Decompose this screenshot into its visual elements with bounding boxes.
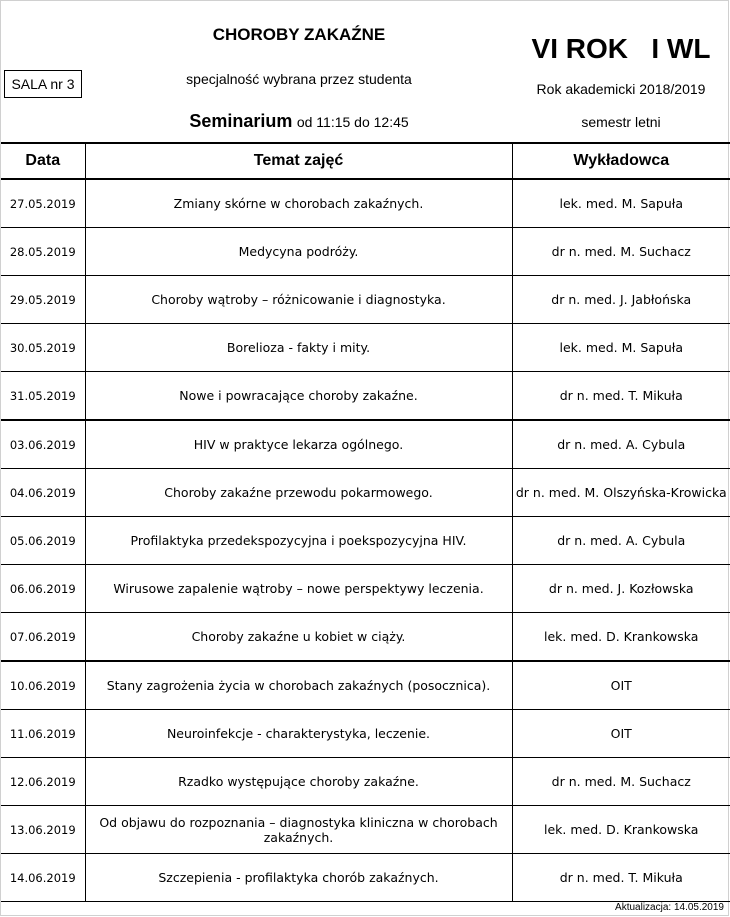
cell-date: 07.06.2019 [1,613,85,662]
cell-topic: Nowe i powracające choroby zakaźne. [85,372,512,421]
table-row [1,179,730,228]
cell-topic: Choroby zakaźne przewodu pokarmowego. [85,469,512,517]
cell-lecturer: lek. med. D. Krankowska [512,806,730,854]
table-row [1,758,730,806]
table-row [1,565,730,613]
cell-lecturer: dr n. med. J. Kozłowska [512,565,730,613]
schedule-table [1,142,730,902]
table-row [1,276,730,324]
year-group: VI ROK I WL [531,33,711,64]
cell-topic: Neuroinfekcje - charakterystyka, leczenie. [85,710,512,758]
cell-lecturer: dr n. med. T. Mikuła [512,854,730,902]
cell-lecturer: OIT [512,710,730,758]
cell-lecturer: dr n. med. M. Suchacz [512,758,730,806]
session-info [141,111,457,132]
cell-topic: Rzadko występujące choroby zakaźne. [85,758,512,806]
cell-topic: Medycyna podróży. [85,228,512,276]
cell-date: 14.06.2019 [1,854,85,902]
table-row [1,613,730,662]
table-row [1,806,730,854]
update-note: Aktualizacja: 14.05.2019 [615,902,724,913]
cell-lecturer: dr n. med. M. Suchacz [512,228,730,276]
cell-topic: Wirusowe zapalenie wątroby – nowe perspektywy leczenia. [85,565,512,613]
cell-lecturer: OIT [512,661,730,710]
cell-topic: HIV w praktyce lekarza ogólnego. [85,420,512,469]
cell-date: 11.06.2019 [1,710,85,758]
cell-topic: Borelioza - fakty i mity. [85,324,512,372]
session-type: Seminarium [189,111,293,131]
cell-lecturer: lek. med. D. Krankowska [512,613,730,662]
table-row [1,324,730,372]
column-header-date: Data [1,143,85,179]
cell-date: 06.06.2019 [1,565,85,613]
cell-topic: Stany zagrożenia życia w chorobach zakaźnych (posocznica). [85,661,512,710]
cell-lecturer: dr n. med. M. Olszyńska-Krowicka [512,469,730,517]
table-row [1,228,730,276]
cell-topic: Szczepienia - profilaktyka chorób zakaźnych. [85,854,512,902]
cell-lecturer: dr n. med. A. Cybula [512,517,730,565]
cell-lecturer: dr n. med. A. Cybula [512,420,730,469]
cell-lecturer: dr n. med. J. Jabłońska [512,276,730,324]
column-header-topic: Temat zajęć [85,143,512,179]
table-row [1,420,730,469]
table-row [1,854,730,902]
cell-date: 04.06.2019 [1,469,85,517]
column-header-lecturer: Wykładowca [512,143,730,179]
academic-year: Rok akademicki 2018/2019 [536,81,706,97]
session-time: od 11:15 do 12:45 [296,114,409,130]
cell-topic: Od objawu do rozpoznania – diagnostyka kliniczna w chorobach zakaźnych. [85,806,512,854]
cell-lecturer: lek. med. M. Sapuła [512,179,730,228]
table-row [1,469,730,517]
table-header-row [1,143,730,179]
cell-date: 12.06.2019 [1,758,85,806]
cell-date: 29.05.2019 [1,276,85,324]
cell-lecturer: dr n. med. T. Mikuła [512,372,730,421]
room-label: SALA nr 3 [4,70,82,98]
cell-date: 30.05.2019 [1,324,85,372]
cell-topic: Zmiany skórne w chorobach zakaźnych. [85,179,512,228]
table-row [1,710,730,758]
specialization-label: specjalność wybrana przez studenta [186,71,412,87]
cell-date: 10.06.2019 [1,661,85,710]
semester: semestr letni [581,114,661,130]
cell-date: 27.05.2019 [1,179,85,228]
cell-date: 13.06.2019 [1,806,85,854]
cell-topic: Choroby zakaźne u kobiet w ciąży. [85,613,512,662]
table-row [1,517,730,565]
cell-topic: Choroby wątroby – różnicowanie i diagnostyka. [85,276,512,324]
cell-date: 03.06.2019 [1,420,85,469]
cell-date: 31.05.2019 [1,372,85,421]
cell-date: 05.06.2019 [1,517,85,565]
table-row [1,661,730,710]
cell-topic: Profilaktyka przedekspozycyjna i poekspozycyjna HIV. [85,517,512,565]
cell-date: 28.05.2019 [1,228,85,276]
cell-lecturer: lek. med. M. Sapuła [512,324,730,372]
course-title: CHOROBY ZAKAŹNE [212,25,386,44]
table-row [1,372,730,421]
